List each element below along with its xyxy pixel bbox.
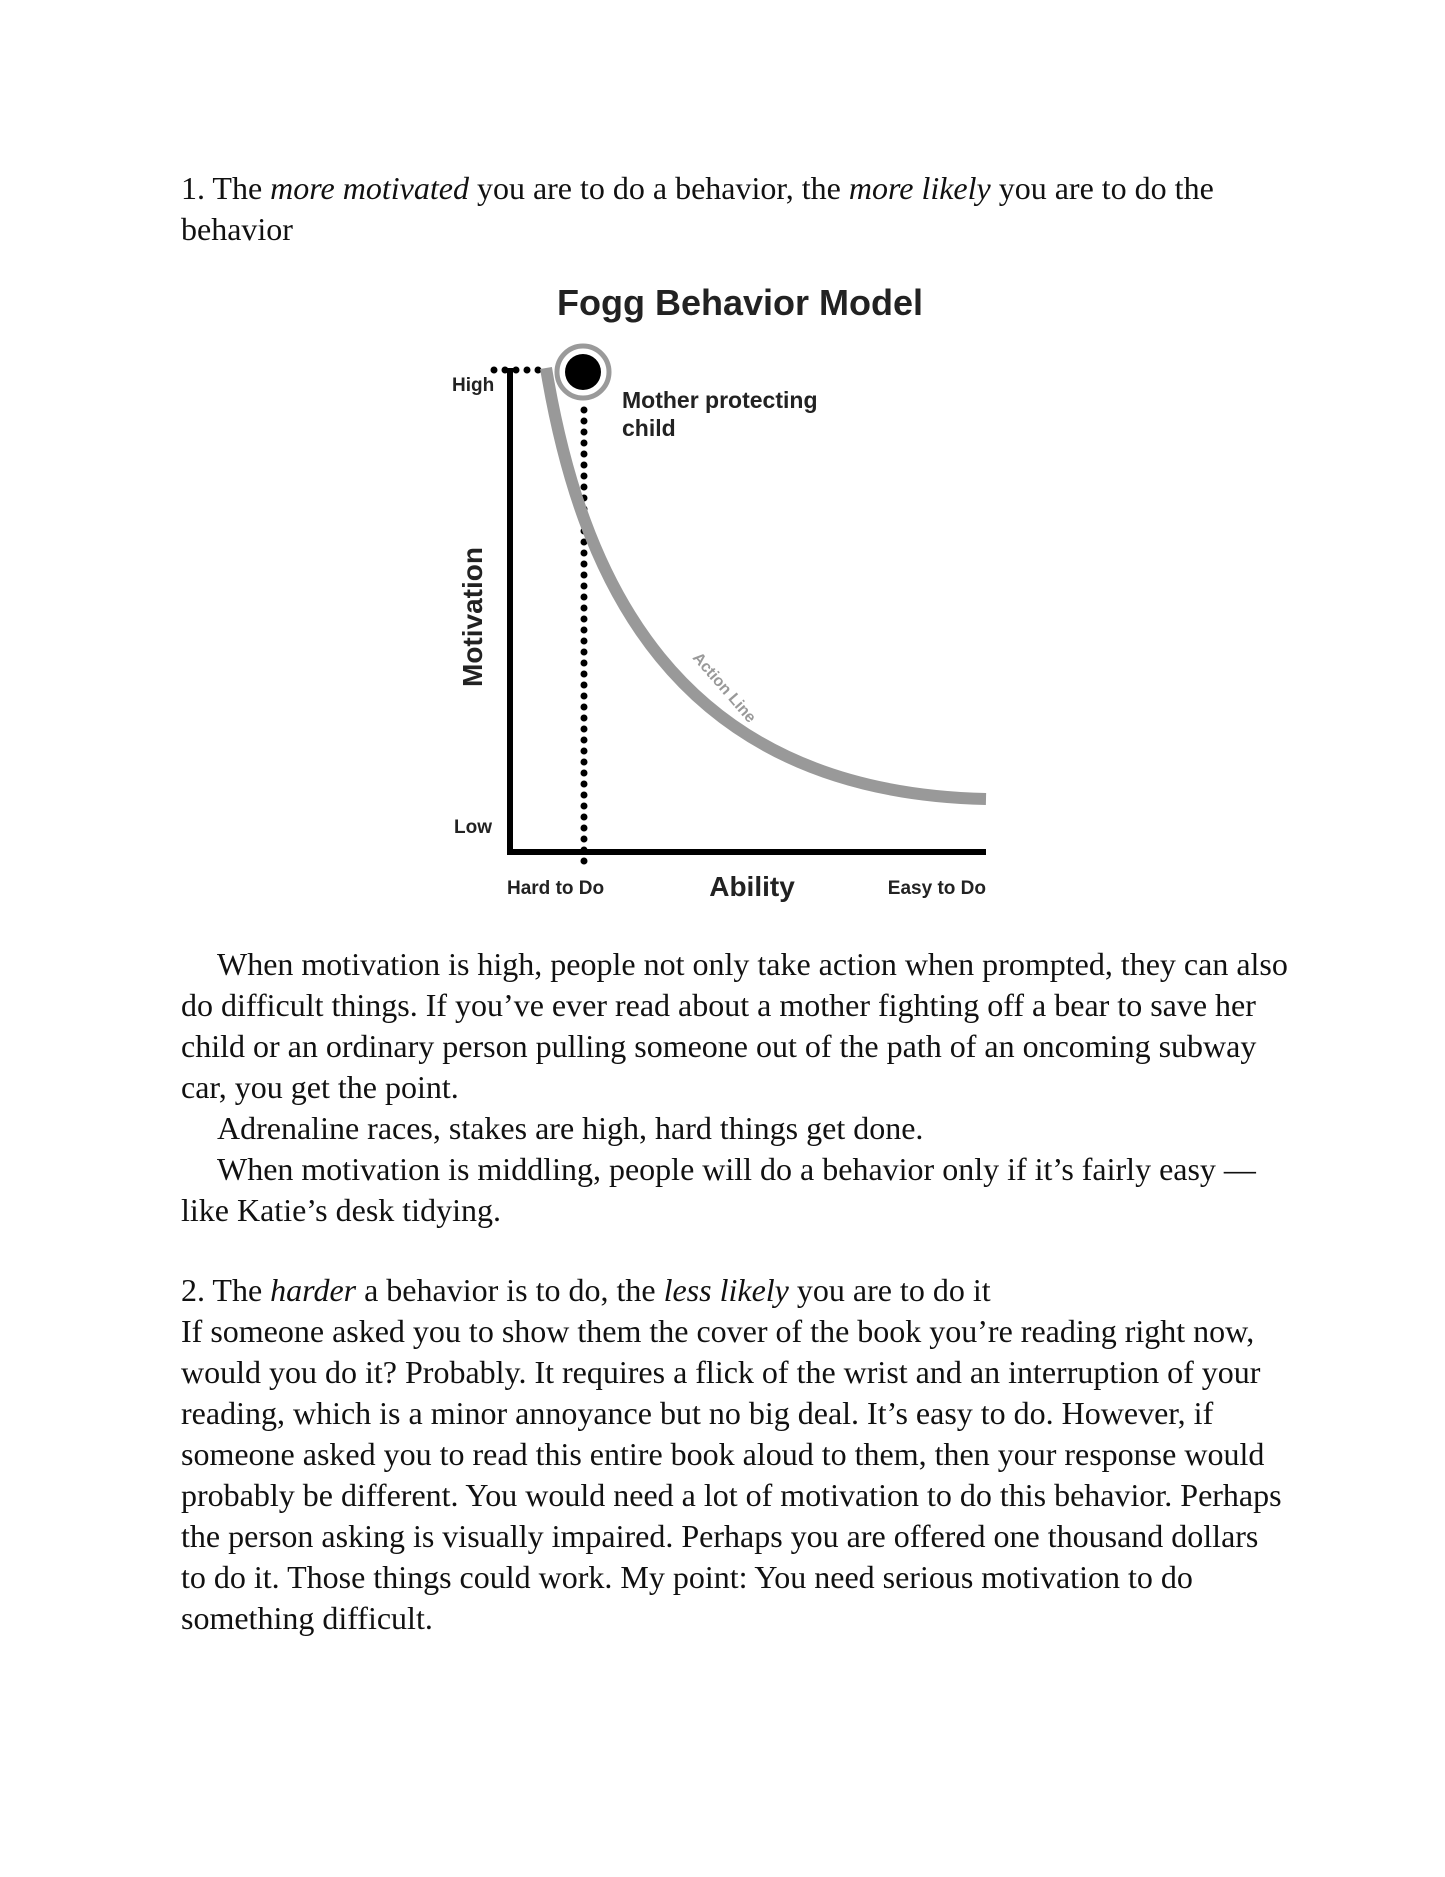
figure-title: Fogg Behavior Model xyxy=(556,282,924,323)
mother-protecting-child-point xyxy=(565,354,601,390)
section-2-heading xyxy=(181,1270,1291,1311)
x-right-label: Easy to Do xyxy=(887,878,986,899)
heading-2-emphasis-1: harder xyxy=(270,1272,357,1308)
section-1-paragraph: Adrenaline races, stakes are high, hard things get done. xyxy=(217,1110,924,1146)
point-label-line-1: Mother protecting xyxy=(622,387,818,413)
heading-1-prefix: 1. The xyxy=(181,170,271,206)
action-line-label: Action Line xyxy=(688,649,759,727)
heading-1-emphasis-1: more motivated xyxy=(270,170,469,206)
x-axis-label: Ability xyxy=(709,871,795,902)
action-line-curve xyxy=(546,368,986,799)
y-low-label: Low xyxy=(454,817,492,838)
fogg-behavior-model-diagram xyxy=(430,272,1030,912)
fogg-behavior-model-figure xyxy=(430,272,1030,912)
heading-1-middle: you are to do a behavior, the xyxy=(468,170,849,206)
heading-1-emphasis-2: more likely xyxy=(848,170,991,206)
heading-2-emphasis-2: less likely xyxy=(663,1272,789,1308)
heading-1-suffix: you are to do the behavior xyxy=(181,170,1214,247)
heading-2-prefix: 2. The xyxy=(181,1272,271,1308)
y-high-label: High xyxy=(452,375,495,396)
point-label-line-2: child xyxy=(622,415,676,441)
y-axis-label: Motivation xyxy=(457,547,488,687)
section-2 xyxy=(181,1270,1291,1639)
section-2-paragraph: If someone asked you to show them the cover of the book you’re reading right now, would you do it? Probably. It requires a flick of the wrist and an interruption of your reading, which is a minor annoyance but no big deal. It’s easy to do. However, if someone asked you to read this entire book aloud to them, then your response would probably be different. You would need a lot of motivation to do this behavior. Perhaps the person asking is visually impaired. Perhaps you are offered one thousand dollars to do it. Those things could work. My point: You need serious motivation to do something difficult. xyxy=(181,1313,1282,1636)
section-1-body xyxy=(181,944,1291,1231)
x-left-label: Hard to Do xyxy=(507,878,605,899)
heading-2-suffix: you are to do it xyxy=(788,1272,991,1308)
section-1-heading xyxy=(181,168,1291,250)
heading-2-middle: a behavior is to do, the xyxy=(356,1272,664,1308)
section-1-paragraph: When motivation is middling, people will do a behavior only if it’s fairly easy — like Katie’s desk tidying. xyxy=(181,1151,1256,1228)
section-1-paragraph: When motivation is high, people not only take action when prompted, they can also do difficult things. If you’ve ever read about a mother fighting off a bear to save her child or an ordinary person pulling someone out of the path of an oncoming subway car, you get the point. xyxy=(181,946,1288,1105)
